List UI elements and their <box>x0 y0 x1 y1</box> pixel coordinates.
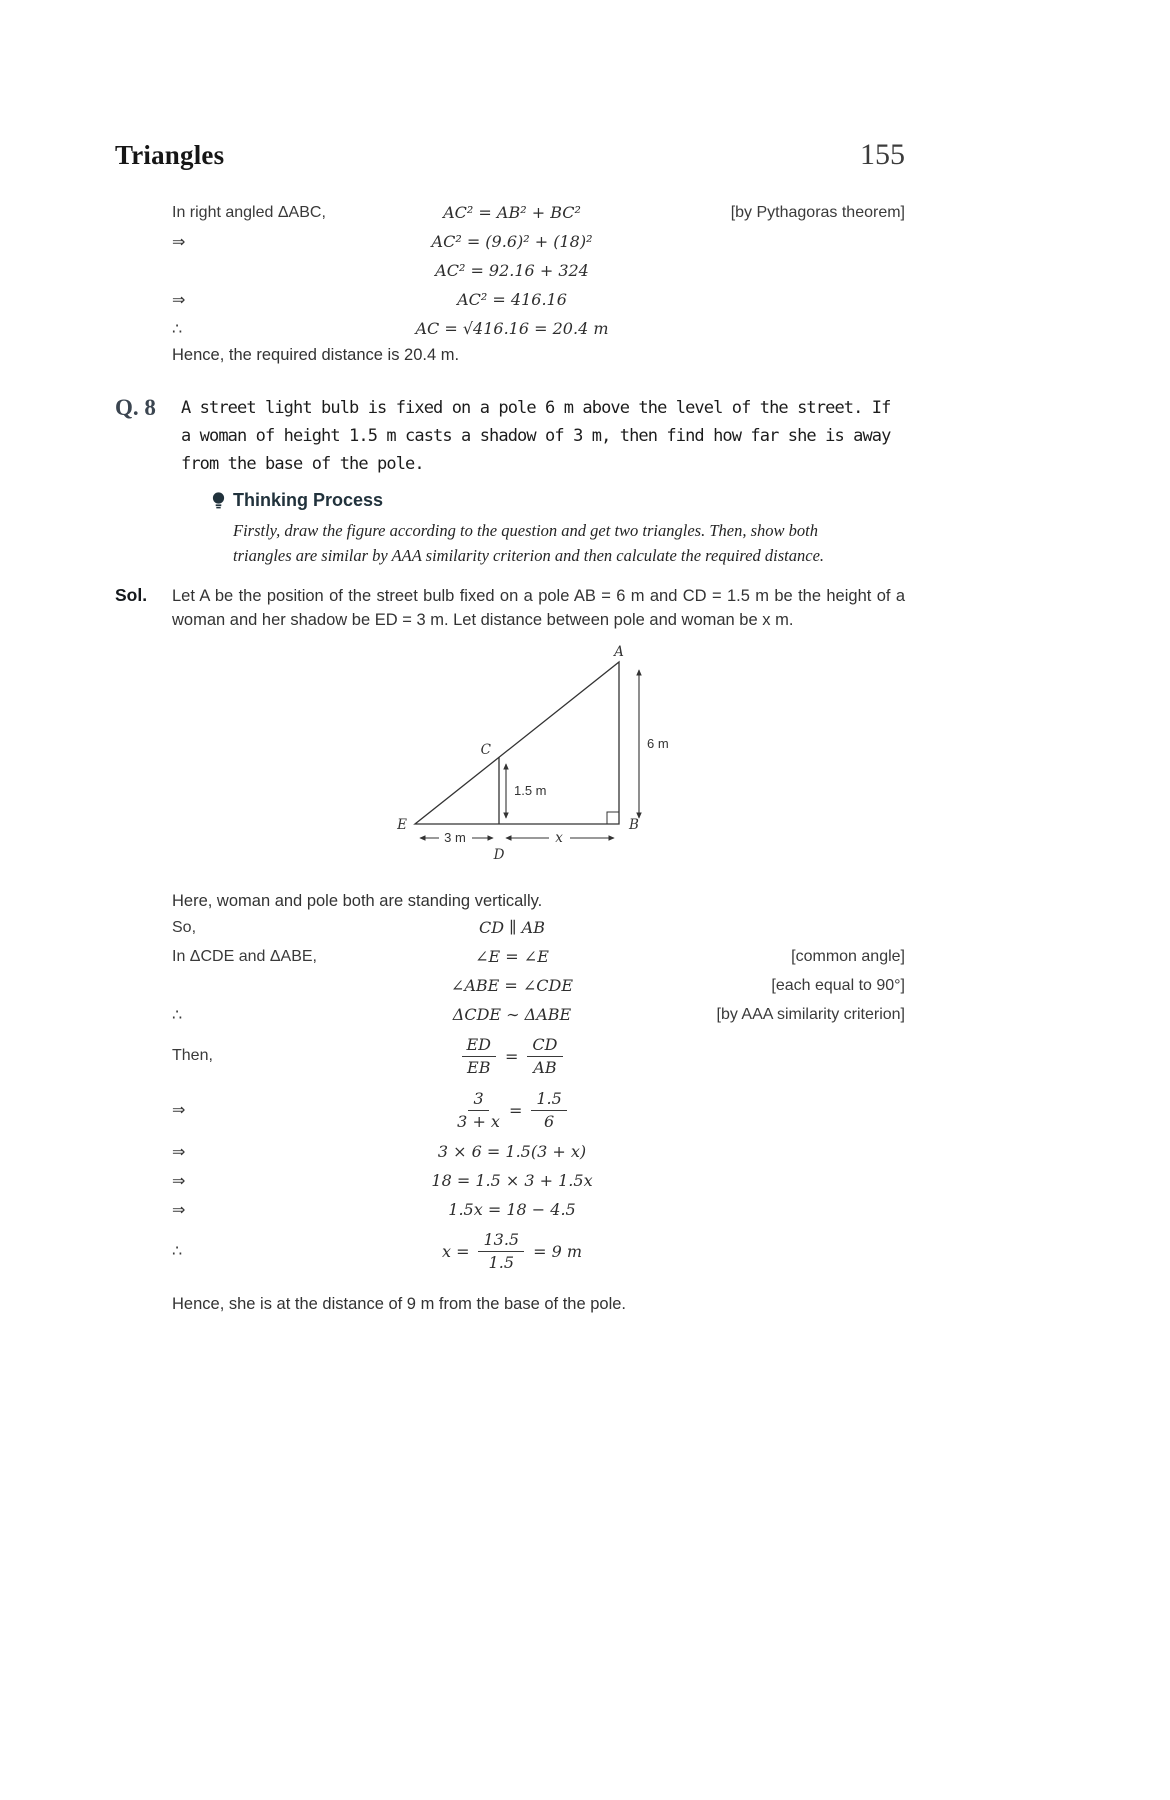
triangle-outline <box>415 662 619 824</box>
fraction <box>527 1035 562 1078</box>
equation-text: ΔCDE ∼ ΔABE <box>452 1005 572 1024</box>
triangle-figure <box>387 644 692 876</box>
equation-prefix: x = <box>441 1241 470 1261</box>
equation-row-fraction <box>172 1083 905 1137</box>
equation-text: 1.5x = 18 − 4.5 <box>448 1200 576 1219</box>
conclusion-text: Hence, she is at the distance of 9 m from the base of the pole. <box>172 1295 627 1313</box>
previous-solution <box>115 198 905 367</box>
step-marker: Then, <box>172 1047 213 1064</box>
bulb-icon <box>212 492 225 509</box>
pole-height-label: 6 m <box>647 736 669 751</box>
equation-text <box>342 1035 682 1078</box>
numerator: ED <box>462 1035 497 1057</box>
step-marker: ⇒ <box>172 1172 186 1190</box>
equation-text: AC² = AB² + BC² <box>443 203 581 222</box>
equation-text: CD ∥ AB <box>479 918 545 937</box>
equation-row <box>172 1166 905 1195</box>
equation-reason: [each equal to 90°] <box>771 976 905 994</box>
step-marker: ∴ <box>172 1006 183 1024</box>
question-label: Q. 8 <box>115 395 156 420</box>
fraction <box>478 1230 524 1273</box>
vertex-label-e: E <box>397 817 407 833</box>
denominator: 3 + x <box>457 1111 500 1131</box>
thinking-process-title-row <box>212 490 905 511</box>
right-angle-mark <box>607 812 619 824</box>
conclusion-text: Hence, the required distance is 20.4 m. <box>172 346 460 364</box>
equation-row-fraction <box>172 1224 905 1278</box>
equation-text: 3 × 6 = 1.5(3 + x) <box>437 1142 587 1161</box>
vertex-label-d: D <box>493 847 505 863</box>
denominator: 1.5 <box>488 1252 514 1272</box>
thinking-process-title: Thinking Process <box>233 490 384 510</box>
equation-row <box>172 913 905 942</box>
equation-row <box>172 1137 905 1166</box>
body-text: Here, woman and pole both are standing vertically. <box>172 892 543 910</box>
equals-sign: = <box>505 1046 519 1066</box>
step-marker: ∴ <box>172 1243 183 1260</box>
denominator: 6 <box>543 1111 555 1131</box>
equation-text: AC² = 92.16 + 324 <box>435 261 589 280</box>
equation-text: AC² = (9.6)² + (18)² <box>431 232 593 251</box>
step-marker: ⇒ <box>172 1143 186 1161</box>
denominator: AB <box>533 1057 557 1077</box>
step-marker: ∴ <box>172 320 183 338</box>
equation-text: 18 = 1.5 × 3 + 1.5x <box>431 1171 593 1190</box>
equation-text <box>342 1230 682 1273</box>
equation-row <box>172 285 905 314</box>
step-marker: ⇒ <box>172 1201 186 1219</box>
equation-suffix: = 9 m <box>533 1241 583 1261</box>
vertex-label-b: B <box>629 817 639 833</box>
numerator: 1.5 <box>531 1089 566 1111</box>
equation-row <box>172 971 905 1000</box>
equation-row <box>172 314 905 343</box>
equation-text: AC² = 416.16 <box>457 290 567 309</box>
woman-height-label: 1.5 m <box>514 783 547 798</box>
equation-row-fraction <box>172 1029 905 1083</box>
equation-row <box>172 227 905 256</box>
equation-text: ∠ABE = ∠CDE <box>450 976 574 995</box>
fraction <box>457 1089 500 1132</box>
equation-row <box>172 1000 905 1029</box>
step-marker: ⇒ <box>172 1102 186 1119</box>
equation-row <box>172 198 905 227</box>
step-marker: So, <box>172 918 197 936</box>
equation-reason: [by Pythagoras theorem] <box>730 203 905 221</box>
equals-sign: = <box>508 1100 523 1120</box>
chapter-title: Triangles <box>115 140 225 170</box>
numerator: 3 <box>468 1089 488 1111</box>
question-block <box>115 394 905 478</box>
equation-reason: [by AAA similarity criterion] <box>716 1005 905 1023</box>
figure-container <box>387 644 692 881</box>
equation-reason: [common angle] <box>791 947 905 965</box>
solution-label: Sol. <box>115 585 148 605</box>
equation-row <box>172 1195 905 1224</box>
equation-text <box>342 1089 682 1132</box>
equation-row <box>172 942 905 971</box>
equation-row <box>172 256 905 285</box>
fraction <box>531 1089 566 1132</box>
solution-working <box>115 889 905 1316</box>
distance-label: x <box>555 830 563 846</box>
step-marker: In right angled ΔABC, <box>172 203 326 221</box>
numerator: 13.5 <box>478 1230 524 1252</box>
page-header <box>115 138 905 172</box>
solution-block <box>115 585 905 632</box>
step-marker: In ΔCDE and ΔABE, <box>172 947 317 965</box>
vertex-label-c: C <box>480 742 491 758</box>
solution-intro: Let A be the position of the street bulb fixed on a pole AB = 6 m and CD = 1.5 m be the height of a woman and her shadow be ED = 3 m. Let distance between pole and woman be x m. <box>172 587 905 629</box>
thinking-process-text: Firstly, draw the figure according to the question and get two triangles. Then, show both triangles are similar by AAA similarity criterion and then calculate the required distance. <box>233 521 825 565</box>
question-text: A street light bulb is fixed on a pole 6 m above the level of the street. If a woman of height 1.5 m casts a shadow of 3 m, then find how far she is away from the base of the pole. <box>181 398 891 474</box>
denominator: EB <box>467 1057 491 1077</box>
numerator: CD <box>527 1035 562 1057</box>
thinking-process <box>212 490 905 568</box>
equation-text: AC = √416.16 = 20.4 m <box>415 319 609 338</box>
equation-text: ∠E = ∠E <box>475 947 549 966</box>
step-marker: ⇒ <box>172 291 186 309</box>
page-number: 155 <box>860 138 905 171</box>
fraction <box>462 1035 497 1078</box>
step-marker: ⇒ <box>172 233 186 251</box>
shadow-length-label: 3 m <box>444 830 466 845</box>
vertex-label-a: A <box>614 644 624 660</box>
